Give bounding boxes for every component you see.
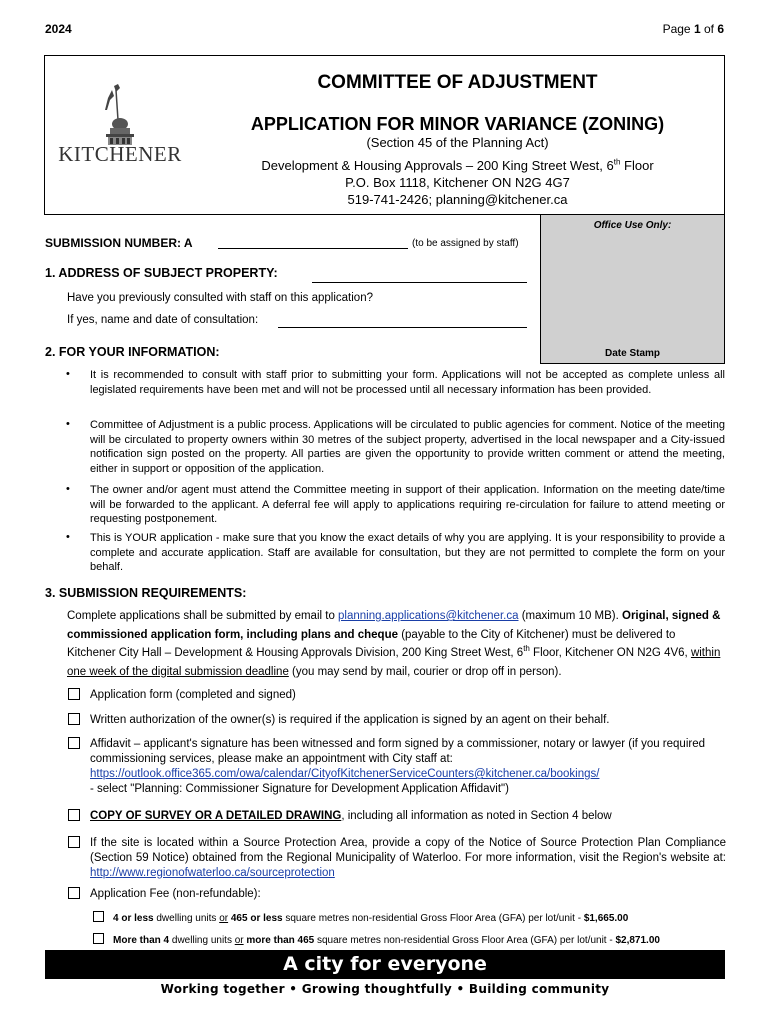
application-fee-label: Application Fee (non-refundable):: [90, 888, 261, 900]
document-year: 2024: [45, 22, 72, 36]
bullet-icon: •: [66, 531, 70, 543]
consultation-details-field[interactable]: [278, 327, 527, 328]
region-link[interactable]: http://www.regionofwaterloo.ca/sourceprotection: [90, 867, 335, 879]
fee-tier-2-label: More than 4 dwelling units or more than 465 square metres non-residential Gross Floor Area (GFA) per lot/unit - $2,871.00: [113, 935, 660, 946]
email-link[interactable]: planning.applications@kitchener.ca: [338, 610, 519, 622]
office-use-box: [540, 214, 725, 364]
bullet-icon: •: [66, 418, 70, 430]
footer-tagline: Working together • Growing thoughtfully • Building community: [160, 982, 610, 996]
affidavit-checkbox[interactable]: [68, 737, 80, 749]
application-title: APPLICATION FOR MINOR VARIANCE (ZONING): [250, 114, 665, 134]
submission-instructions: Complete applications shall be submitted by email to planning.applications@kitchener.ca (maximum 10 MB). Original, signed & commissioned application form, including plans and cheque (payable to the City of Kitchener) must be delivered to Kitchener City Hall – Development & Housing Approvals Division, 200 King Street West, 6th Floor, Kitchener ON N2G 4V6, within one week of the digital submission deadline (you may send by mail, courier or drop off in person).: [67, 610, 721, 678]
booking-link[interactable]: https://outlook.office365.com/owa/calendar/CityofKitchenerServiceCounters@kitchener.ca/bookings/: [90, 768, 600, 780]
section-2-title: 2. FOR YOUR INFORMATION:: [45, 345, 220, 359]
committee-title: COMMITTEE OF ADJUSTMENT: [317, 72, 598, 93]
info-item: Committee of Adjustment is a public process. Applications will be circulated to public agencies for comment. Notice of the meeting will be circulated to property owners within 30 metres of the subject property, advertised in the local newspaper and a City-issued notification sign posted on the property. All parties are given the opportunity to provide written comment or attend the meeting, either in support or opposition of the application.: [90, 419, 725, 475]
source-protection-checkbox[interactable]: [68, 836, 80, 848]
fee-tier-1-label: 4 or less dwelling units or 465 or less square metres non-residential Gross Floor Area (GFA) per lot/unit - $1,665.00: [113, 913, 629, 924]
footer-banner: A city for everyone: [45, 950, 725, 979]
bullet-icon: •: [66, 483, 70, 495]
act-reference: (Section 45 of the Planning Act): [366, 135, 549, 150]
application-fee-checkbox[interactable]: [68, 887, 80, 899]
section-3-title: 3. SUBMISSION REQUIREMENTS:: [45, 586, 247, 600]
authorization-checkbox[interactable]: [68, 713, 80, 725]
submission-number-field[interactable]: [218, 248, 408, 249]
bullet-icon: •: [66, 368, 70, 380]
page-number: Page 1 of 6: [662, 22, 724, 36]
property-address-field[interactable]: [312, 282, 527, 283]
city-logo-text: KITCHENER: [58, 142, 182, 166]
info-item: It is recommended to consult with staff prior to submitting your form. Applications will not be accepted as complete unless all legislated requirements have been met and will not be processed until all necessary information has been provided.: [90, 369, 725, 396]
survey-checkbox[interactable]: [68, 809, 80, 821]
department-address: Development & Housing Approvals – 200 King Street West, 6th Floor: [261, 157, 654, 173]
consultation-question: Have you previously consulted with staff on this application?: [67, 292, 373, 304]
info-item: This is YOUR application - make sure that you know the exact details of why you are applying. It is your responsibility to provide a complete and accurate application. Staff are available for consultation, but they are not permitted to complete the form on your behalf.: [90, 532, 725, 573]
authorization-label: Written authorization of the owner(s) is required if the application is signed by an agent on their behalf.: [90, 714, 610, 726]
survey-label: COPY OF SURVEY OR A DETAILED DRAWING, including all information as noted in Section 4 below: [90, 810, 612, 822]
consultation-details-label: If yes, name and date of consultation:: [67, 314, 259, 326]
source-protection-label: If the site is located within a Source Protection Area, provide a copy of the Notice of Source Protection Plan Compliance (Section 59 Notice) obtained from the Regional Municipality of Waterloo. For more information, visit the Region's website at: http://www.regionofwaterloo.ca/sourceprotection: [90, 837, 726, 879]
affidavit-label: Affidavit – applicant's signature has been witnessed and form signed by a commissioner, notary or lawyer (if you required commissioning services, please make an appointment with City staff at: https://outlook.office365.com/owa/calendar/CityofKitchenerServiceCounters@kitchener.ca/bookings/ - select "Planning: Commissioner Signature for Development Application Affidavit"): [90, 738, 705, 795]
submission-number-label: SUBMISSION NUMBER: A: [45, 236, 193, 250]
po-box: P.O. Box 1118, Kitchener ON N2G 4G7: [345, 175, 570, 190]
application-form-label: Application form (completed and signed): [90, 689, 296, 701]
fee-tier-2-checkbox[interactable]: [93, 933, 104, 944]
info-item: The owner and/or agent must attend the Committee meeting in support of their application. Information on the meeting date/time will be forwarded to the applicant. A deferral fee will apply to applications requiring re-circulation for failure to attend meeting or requesting postponement.: [90, 484, 725, 525]
office-use-label: Office Use Only:: [593, 220, 672, 231]
submission-number-note: (to be assigned by staff): [412, 238, 519, 249]
application-form-checkbox[interactable]: [68, 688, 80, 700]
section-1-title: 1. ADDRESS OF SUBJECT PROPERTY:: [45, 266, 278, 280]
contact-info: 519-741-2426; planning@kitchener.ca: [347, 192, 568, 207]
date-stamp-label: Date Stamp: [604, 348, 660, 359]
fee-tier-1-checkbox[interactable]: [93, 911, 104, 922]
